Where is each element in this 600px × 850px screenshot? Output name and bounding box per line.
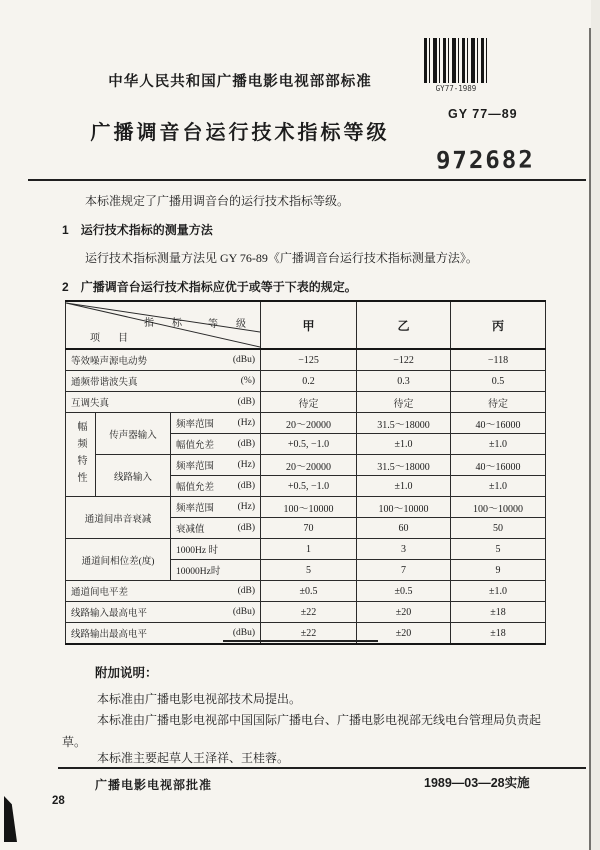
org-title: 中华人民共和国广播电影电视部部标准	[108, 74, 372, 90]
section-2-title: 广播调音台运行技术指标应优于或等于下表的规定。	[80, 280, 357, 294]
cell-value: ±1.0	[451, 581, 546, 602]
table-row	[66, 455, 546, 476]
row-label: 互调失真	[71, 399, 110, 409]
cell-value: ±20	[357, 623, 451, 645]
grade-header-bing: 丙	[451, 301, 546, 349]
row-unit: (dB)	[237, 439, 256, 449]
cell-value: 0.5	[451, 371, 546, 392]
cell-value: 100～10000	[261, 497, 357, 518]
cell-value: 50	[451, 518, 546, 539]
header-divider-rule	[28, 179, 586, 181]
note-line-continuation: 草。	[62, 735, 87, 749]
row-unit: (Hz)	[237, 502, 256, 512]
freq-response-group-label: 幅频特性	[75, 421, 86, 489]
barcode-icon	[424, 38, 488, 83]
cell-value: 20～20000	[261, 413, 357, 434]
crosstalk-group-label: 通道间串音衰减	[66, 497, 171, 539]
table-row	[66, 413, 546, 434]
table-row	[66, 349, 546, 371]
cell-value: −122	[357, 349, 451, 371]
cell-value: +0.5, −1.0	[261, 434, 357, 455]
line-input-group-label: 线路输入	[96, 455, 171, 497]
mic-input-group-label: 传声器输入	[96, 413, 171, 455]
scan-page-edge	[589, 28, 591, 850]
barcode-label: GY77-1989	[435, 84, 477, 93]
scan-corner-artifact	[4, 796, 17, 842]
table-row	[66, 371, 546, 392]
row-unit: (dB)	[237, 397, 256, 407]
cell-value: ±1.0	[357, 434, 451, 455]
cell-value: ±18	[451, 623, 546, 645]
section-1-title: 运行技术指标的测量方法	[80, 223, 213, 237]
cell-value: −125	[261, 349, 357, 371]
cell-value: 待定	[261, 392, 357, 413]
cell-value: 3	[357, 539, 451, 560]
cell-value: 31.5～18000	[357, 455, 451, 476]
notes-heading: 附加说明：	[95, 666, 158, 680]
footer-implement-date: 1989—03—28实施	[424, 776, 530, 790]
cell-value: 9	[451, 560, 546, 581]
section-1-number: 1	[62, 223, 69, 237]
cell-value: 100～10000	[451, 497, 546, 518]
row-label: 线路输入最高电平	[71, 609, 148, 619]
row-label: 频率范围	[176, 462, 215, 472]
section-2-number: 2	[62, 280, 69, 294]
row-label: 幅值允差	[176, 483, 215, 493]
row-unit: (Hz)	[237, 460, 256, 470]
footer-approve: 广播电影电视部批准	[95, 778, 213, 792]
section-1-body: 运行技术指标测量方法见 GY 76-89《广播调音台运行技术指标测量方法》。	[85, 251, 478, 265]
row-label: 等效噪声源电动势	[71, 357, 148, 367]
row-unit: (dB)	[237, 481, 256, 491]
cell-value: ±1.0	[357, 476, 451, 497]
cell-value: 待定	[451, 392, 546, 413]
cell-value: 70	[261, 518, 357, 539]
row-label: 频率范围	[176, 420, 215, 430]
page-number: 28	[52, 795, 65, 807]
row-label: 10000Hz时	[171, 560, 261, 581]
row-label: 幅值允差	[176, 441, 215, 451]
cell-value: 待定	[357, 392, 451, 413]
footer-divider-rule	[58, 767, 586, 769]
cell-value: 40～16000	[451, 413, 546, 434]
row-label: 频率范围	[176, 504, 215, 514]
cell-value: ±1.0	[451, 476, 546, 497]
row-label: 衰减值	[176, 525, 205, 535]
corner-item-label: 项 目	[90, 333, 132, 344]
scan-right-margin	[591, 0, 600, 850]
page-title: 广播调音台运行技术指标等级	[90, 122, 390, 144]
cell-value: 1	[261, 539, 357, 560]
intro-paragraph: 本标准规定了广播用调音台的运行技术指标等级。	[85, 194, 350, 208]
cell-value: 60	[357, 518, 451, 539]
cell-value: 5	[451, 539, 546, 560]
cell-value: +0.5, −1.0	[261, 476, 357, 497]
row-label: 线路输出最高电平	[71, 630, 148, 640]
section-1-heading	[62, 221, 213, 238]
row-unit: (dBu)	[232, 607, 256, 617]
spec-table	[65, 300, 546, 645]
table-corner-cell	[66, 301, 261, 349]
note-line: 本标准由广播电影电视部技术局提出。	[97, 692, 302, 706]
table-row	[66, 602, 546, 623]
cell-value: ±20	[357, 602, 451, 623]
row-unit: (dBu)	[232, 628, 256, 638]
row-label: 通道间电平差	[71, 588, 129, 598]
cell-value: 0.3	[357, 371, 451, 392]
cell-value: ±1.0	[451, 434, 546, 455]
cell-value: 7	[357, 560, 451, 581]
cell-value: 100～10000	[357, 497, 451, 518]
cell-value: ±22	[261, 602, 357, 623]
row-label: 1000Hz 时	[171, 539, 261, 560]
table-row	[66, 392, 546, 413]
standard-number: GY 77—89	[448, 107, 518, 121]
cell-value: ±0.5	[357, 581, 451, 602]
row-unit: (dBu)	[232, 355, 256, 365]
section-2-heading	[62, 278, 357, 295]
note-line: 本标准由广播电影电视部中国国际广播电台、广播电影电视部无线电台管理局负责起	[97, 713, 542, 727]
row-label: 通频带谐波失真	[71, 378, 138, 388]
cell-value: 5	[261, 560, 357, 581]
row-unit: (%)	[240, 376, 256, 386]
table-row	[66, 581, 546, 602]
cell-value: 40～16000	[451, 455, 546, 476]
cell-value: 31.5～18000	[357, 413, 451, 434]
table-end-rule	[223, 640, 378, 642]
row-unit: (dB)	[237, 523, 256, 533]
phase-group-label: 通道间相位差(度)	[66, 539, 171, 581]
cell-value: ±0.5	[261, 581, 357, 602]
note-line: 本标准主要起草人王泽祥、王桂蓉。	[97, 751, 290, 765]
cell-value: ±18	[451, 602, 546, 623]
corner-grade-label: 等 级	[208, 319, 251, 330]
table-row	[66, 497, 546, 518]
cell-value: 0.2	[261, 371, 357, 392]
cell-value: ±22	[261, 623, 357, 645]
row-unit: (dB)	[237, 586, 256, 596]
table-row	[66, 539, 546, 560]
grade-header-jia: 甲	[261, 301, 357, 349]
cell-value: −118	[451, 349, 546, 371]
corner-indicator-label: 指 标	[144, 318, 186, 329]
grade-header-yi: 乙	[357, 301, 451, 349]
stamp-number: 972682	[435, 145, 535, 175]
row-unit: (Hz)	[237, 418, 256, 428]
cell-value: 20～20000	[261, 455, 357, 476]
